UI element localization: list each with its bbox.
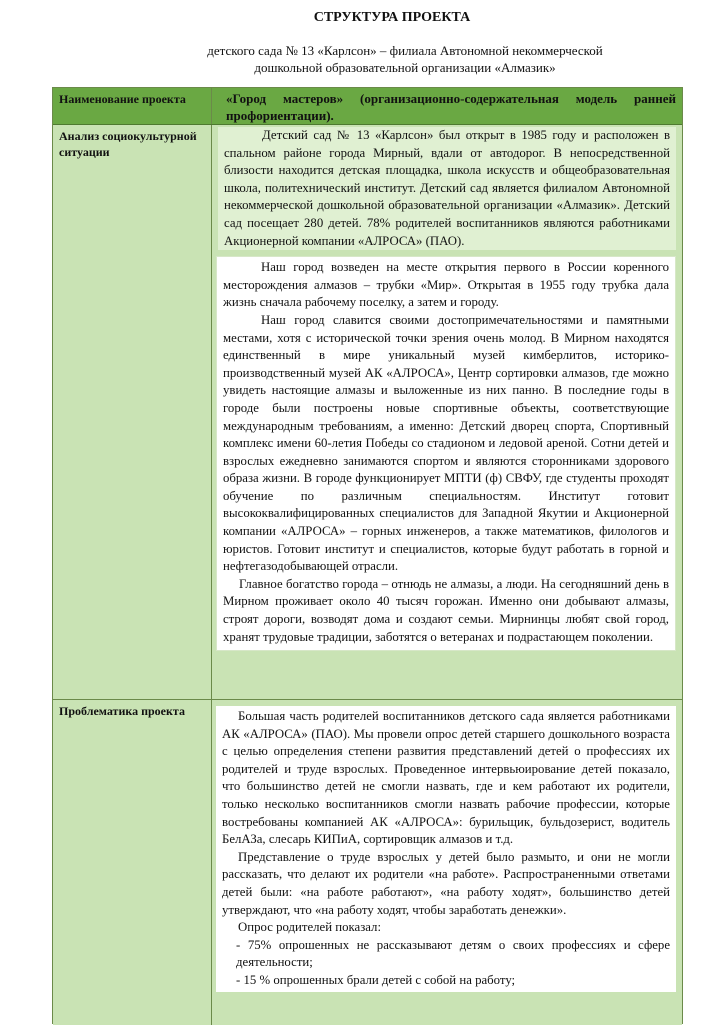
problem-label: Проблематика проекта bbox=[53, 700, 212, 1025]
page-title: СТРУКТУРА ПРОЕКТА bbox=[313, 10, 471, 25]
project-name-value: «Город мастеров» (организационно-содержательная модель ранней профориентации). bbox=[226, 91, 676, 123]
problem-paragraph-2: Представление о труде взрослых у детей было размыто, и они не могли рассказать, что делают их родители «на работе». Распространенными ответами детей были: «на работе работают», «на работу ходят», большинство детей утверждают, что «на работу ходят, чтобы заработать денежки». bbox=[222, 849, 670, 917]
analysis-paragraph-4: Главное богатство города – отнюдь не алмазы, а люди. На сегодняшний день в Мирном проживает около 40 тысяч горожан. Именно они добывают алмазы, строят дороги, возводят дома и создают семьи. Мирнинцы любят свой город, хранят трудовые традиции, заботятся о ветеранах и подрастающем поколении. bbox=[223, 576, 669, 644]
problem-bullet-2: - 15 % опрошенных брали детей с собой на работу; bbox=[236, 972, 516, 987]
problem-paragraph-1: Большая часть родителей воспитанников детского сада является работниками АК «АЛРОСА» (ПАО). Мы провели опрос детей старшего дошкольного возраста с целью определения степени развития представлений детей о профессиях их родителей и труде взрослых. Проведенное интервьюирование детей показало, что большинство детей не смогли назвать, где и кем работают их родители, только несколько воспитанников смогли назвать рабочие профессии, которые востребованы компанией АК «АЛРОСА»: бурильщик, бульдозерист, водитель БелАЗа, слесарь КИПиА, сортировщик алмазов и т.д. bbox=[222, 709, 670, 847]
problem-content bbox=[212, 700, 682, 1025]
problem-block bbox=[216, 706, 676, 992]
project-name-label: Наименование проекта bbox=[53, 88, 212, 124]
problem-bullet-1: - 75% опрошенных не рассказывают детям о своих профессиях и сфере деятельности; bbox=[236, 937, 670, 970]
project-structure-table bbox=[52, 87, 683, 1024]
analysis-paragraph-3: Наш город славится своими достопримечательностями и памятными местами, хотя с исторической точки зрения очень молод. В Мирном находятся единственный в мире уникальный музей кимберлитов, историко-производственный музей АК «АЛРОСА», Центр сортировки алмазов, где можно увидеть настоящие алмазы и выложенные из них панно. В последние годы в городе были построены новые спортивные объекты, соответствующие международным требованиям, а именно: Детский дворец спорта, Спортивный комплекс имени 60-летия Победы со стадионом и ледовой ареной. Сотни детей и взрослых ежедневно занимаются спортом и являются сторонниками здорового образа жизни. В городе функционирует МПТИ (ф) СВФУ, где студенты проходят обучение по различным специальностям. Институт готовит высококвалифицированных специалистов для Западной Якутии и Акционерной компании «АЛРОСА» – горных инженеров, а также математиков, филологов и юристов. Готовит институт и специалистов, которые будут работать в горной и нефтегазодобывающей отрасли. bbox=[223, 312, 669, 574]
analysis-label: Анализ социокультурной ситуации bbox=[53, 125, 212, 699]
analysis-paragraph-1: Детский сад № 13 «Карлсон» был открыт в 1985 году и расположен в спальном районе города Мирный, вдали от автодорог. В непосредственной близости находится детская площадка, школа искусств и общеобразовательная школа, политехнический институт. Детский сад является филиалом Автономной некоммерческой дошкольной образовательной организации «Алмазик». Детский сад посещает 280 детей. 78% родителей воспитанников являются работниками Акционерной компании «АЛРОСА» (ПАО). bbox=[224, 128, 670, 248]
page-subtitle bbox=[170, 42, 640, 76]
analysis-paragraph-2: Наш город возведен на месте открытия первого в России коренного месторождения алмазов – трубки «Мир». Открытая в 1955 году трубка дала жизнь сначала рабочему поселку, а затем и городу. bbox=[223, 260, 669, 310]
analysis-white-block bbox=[216, 256, 676, 651]
subtitle-line-1: детского сада № 13 «Карлсон» – филиала Автономной некоммерческой bbox=[207, 43, 603, 58]
table-row-problem bbox=[53, 700, 682, 1025]
problem-paragraph-3: Опрос родителей показал: bbox=[238, 920, 381, 935]
table-row-project-name bbox=[53, 88, 682, 125]
analysis-content bbox=[212, 125, 682, 699]
subtitle-line-2: дошкольной образовательной организации «Алмазик» bbox=[254, 60, 556, 75]
table-row-analysis bbox=[53, 125, 682, 700]
analysis-highlight-block bbox=[218, 127, 676, 250]
